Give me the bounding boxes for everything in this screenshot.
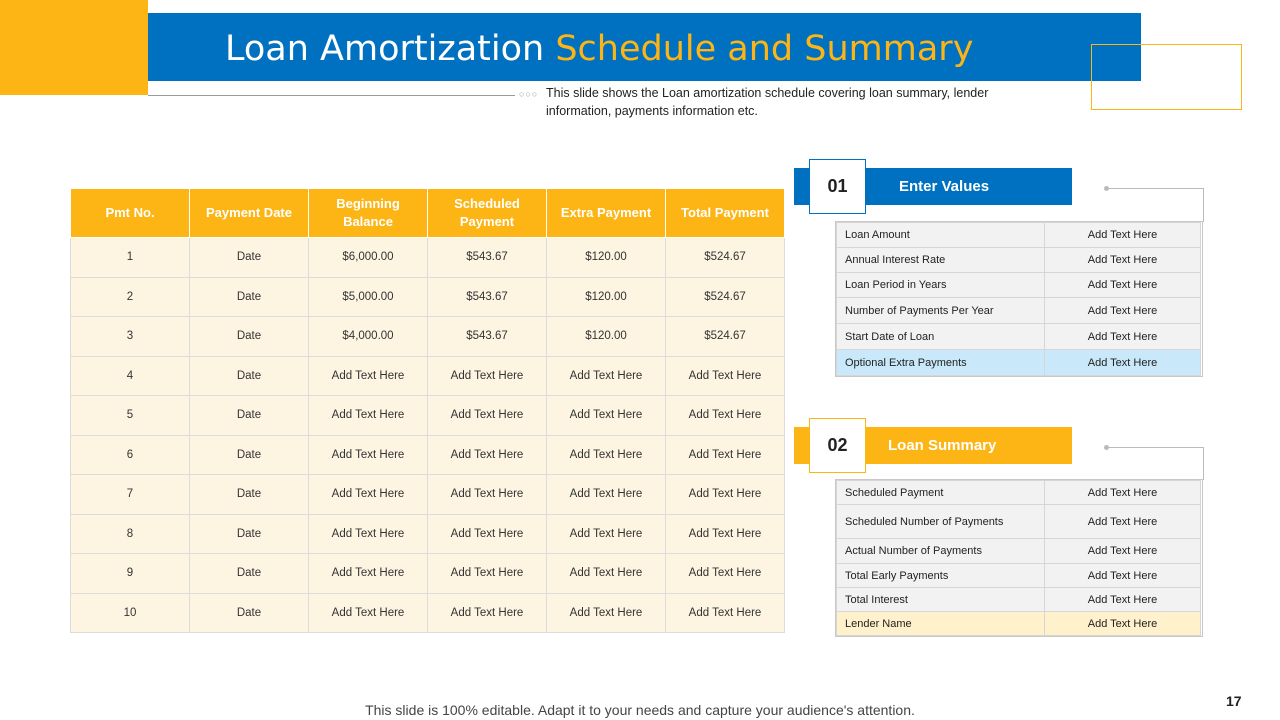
table-cell: Add Text Here [428, 475, 547, 515]
field-label: Start Date of Loan [837, 324, 1045, 350]
loan-summary-table [836, 480, 1201, 636]
table-cell: 3 [71, 317, 190, 357]
table-row [71, 356, 785, 396]
subtitle-divider [148, 95, 515, 96]
table-cell: Add Text Here [309, 396, 428, 436]
table-cell: 4 [71, 356, 190, 396]
field-label: Number of Payments Per Year [837, 298, 1045, 324]
column-header: Scheduled Payment [428, 189, 547, 238]
list-item [837, 350, 1201, 376]
table-cell: $120.00 [547, 317, 666, 357]
table-row [71, 435, 785, 475]
table-cell: Date [190, 277, 309, 317]
title-accent: Schedule and Summary [555, 29, 974, 69]
field-label: Annual Interest Rate [837, 248, 1045, 273]
list-item [837, 481, 1201, 505]
table-cell: Add Text Here [547, 514, 666, 554]
table-cell: 8 [71, 514, 190, 554]
title-main: Loan Amortization [225, 29, 556, 69]
section-number-02: 02 [809, 418, 866, 473]
corner-accent-block [0, 0, 148, 95]
table-cell: Add Text Here [428, 356, 547, 396]
table-cell: 2 [71, 277, 190, 317]
table-cell: Add Text Here [309, 435, 428, 475]
table-cell: $5,000.00 [309, 277, 428, 317]
loan-summary-panel [835, 479, 1203, 637]
table-cell: 1 [71, 238, 190, 278]
amortization-schedule-table [70, 188, 785, 633]
table-cell: Add Text Here [666, 514, 785, 554]
field-value: Add Text Here [1045, 539, 1201, 564]
table-cell: Date [190, 317, 309, 357]
page-number: 17 [1226, 693, 1242, 709]
table-cell: $524.67 [666, 238, 785, 278]
list-item [837, 612, 1201, 636]
footer-note: This slide is 100% editable. Adapt it to your needs and capture your audience's attention. [365, 702, 915, 718]
table-cell: Add Text Here [666, 554, 785, 594]
table-cell: $6,000.00 [309, 238, 428, 278]
table-cell: Add Text Here [547, 435, 666, 475]
column-header: Pmt No. [71, 189, 190, 238]
table-cell: Add Text Here [309, 593, 428, 633]
field-label: Total Early Payments [837, 564, 1045, 588]
table-cell: Add Text Here [547, 396, 666, 436]
field-value: Add Text Here [1045, 223, 1201, 248]
table-cell: Date [190, 514, 309, 554]
connector-bracket [1107, 447, 1204, 480]
table-cell: 10 [71, 593, 190, 633]
table-cell: 6 [71, 435, 190, 475]
table-cell: Date [190, 593, 309, 633]
field-label: Scheduled Number of Payments [837, 505, 1045, 539]
table-cell: 7 [71, 475, 190, 515]
field-label: Scheduled Payment [837, 481, 1045, 505]
subtitle-text: This slide shows the Loan amortization schedule covering loan summary, lender information, payments information etc. [546, 86, 989, 118]
table-row [71, 554, 785, 594]
table-cell: Add Text Here [547, 356, 666, 396]
table-cell: Add Text Here [666, 396, 785, 436]
table-row [71, 396, 785, 436]
table-cell: Add Text Here [666, 356, 785, 396]
list-item [837, 324, 1201, 350]
list-item [837, 248, 1201, 273]
decorative-outline-box [1091, 44, 1242, 110]
table-row [71, 475, 785, 515]
table-cell: $524.67 [666, 317, 785, 357]
field-value: Add Text Here [1045, 612, 1201, 636]
table-cell: Add Text Here [428, 514, 547, 554]
field-value: Add Text Here [1045, 298, 1201, 324]
table-cell: Add Text Here [666, 435, 785, 475]
enter-values-table [836, 222, 1201, 376]
list-item [837, 273, 1201, 298]
page-title [225, 28, 973, 70]
table-row [71, 277, 785, 317]
table-cell: Date [190, 475, 309, 515]
table-cell: Date [190, 435, 309, 475]
column-header: Extra Payment [547, 189, 666, 238]
table-cell: Add Text Here [309, 475, 428, 515]
table-cell: $543.67 [428, 317, 547, 357]
table-cell: Add Text Here [547, 475, 666, 515]
dots-icon: ○○○ [519, 89, 539, 99]
column-header: Beginning Balance [309, 189, 428, 238]
field-value: Add Text Here [1045, 248, 1201, 273]
table-cell: Add Text Here [547, 554, 666, 594]
table-cell: Add Text Here [666, 593, 785, 633]
column-header: Total Payment [666, 189, 785, 238]
field-value: Add Text Here [1045, 324, 1201, 350]
table-cell: $120.00 [547, 277, 666, 317]
table-cell: $120.00 [547, 238, 666, 278]
field-label: Loan Period in Years [837, 273, 1045, 298]
list-item [837, 564, 1201, 588]
table-row [71, 317, 785, 357]
field-value: Add Text Here [1045, 588, 1201, 612]
table-cell: 9 [71, 554, 190, 594]
table-row [71, 238, 785, 278]
table-cell: Add Text Here [309, 514, 428, 554]
list-item [837, 539, 1201, 564]
table-cell: Add Text Here [309, 356, 428, 396]
table-cell: Date [190, 356, 309, 396]
field-value: Add Text Here [1045, 273, 1201, 298]
table-header-row [71, 189, 785, 238]
field-value: Add Text Here [1045, 564, 1201, 588]
list-item [837, 223, 1201, 248]
column-header: Payment Date [190, 189, 309, 238]
section-number-01: 01 [809, 159, 866, 214]
table-cell: Add Text Here [428, 435, 547, 475]
connector-dot-icon [1104, 186, 1109, 191]
field-label: Total Interest [837, 588, 1045, 612]
table-cell: Add Text Here [428, 554, 547, 594]
list-item [837, 588, 1201, 612]
table-cell: Add Text Here [547, 593, 666, 633]
table-row [71, 593, 785, 633]
table-cell: $524.67 [666, 277, 785, 317]
loan-summary-label: Loan Summary [888, 437, 997, 454]
table-cell: Add Text Here [309, 554, 428, 594]
field-label: Actual Number of Payments [837, 539, 1045, 564]
table-cell: Date [190, 396, 309, 436]
field-label: Lender Name [837, 612, 1045, 636]
table-cell: $4,000.00 [309, 317, 428, 357]
table-cell: Date [190, 554, 309, 594]
connector-bracket [1107, 188, 1204, 222]
table-cell: Add Text Here [428, 593, 547, 633]
field-value: Add Text Here [1045, 505, 1201, 539]
table-cell: Add Text Here [428, 396, 547, 436]
connector-dot-icon [1104, 445, 1109, 450]
table-cell: $543.67 [428, 238, 547, 278]
enter-values-panel [835, 221, 1203, 377]
table-row [71, 514, 785, 554]
list-item [837, 298, 1201, 324]
list-item [837, 505, 1201, 539]
table-cell: 5 [71, 396, 190, 436]
table-cell: Date [190, 238, 309, 278]
enter-values-label: Enter Values [899, 178, 990, 195]
field-value: Add Text Here [1045, 350, 1201, 376]
field-value: Add Text Here [1045, 481, 1201, 505]
table-cell: Add Text Here [666, 475, 785, 515]
field-label: Optional Extra Payments [837, 350, 1045, 376]
field-label: Loan Amount [837, 223, 1045, 248]
table-cell: $543.67 [428, 277, 547, 317]
